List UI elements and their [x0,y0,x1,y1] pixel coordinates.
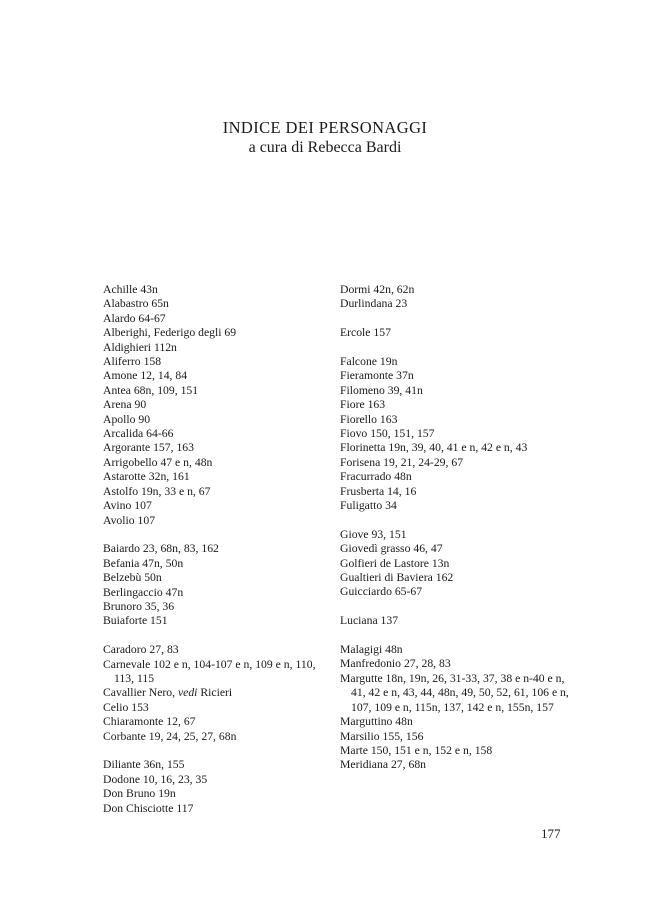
index-entry: Marguttino 48n [340,715,413,729]
index-title: INDICE DEI PERSONAGGI [222,118,428,137]
index-entry: Arcalida 64-66 [103,427,174,441]
entry-group-gap [340,600,580,614]
index-entry: Luciana 137 [340,614,399,628]
entry-group-gap [103,528,335,542]
index-entry: Fracurrado 48n [340,470,412,484]
index-entry: Fiore 163 [340,398,386,412]
entry-group-gap [103,744,335,758]
index-entry: Manfredonio 27, 28, 83 [340,657,451,671]
index-entry: Alabastro 65n [103,297,169,311]
index-entry: Forisena 19, 21, 24-29, 67 [340,455,464,469]
index-entry: Avolio 107 [103,513,156,527]
index-entry: Dormi 42n, 62n [340,283,415,296]
index-entry: Florinetta 19n, 39, 40, 41 e n, 42 e n, 43 [340,441,528,455]
index-entry: Astolfo 19n, 33 e n, 67 [103,484,211,498]
index-entry: Aliferro 158 [103,355,162,369]
index-entry: Dodone 10, 16, 23, 35 [103,772,208,786]
entry-group-gap [340,513,580,527]
page-number: 177 [541,826,561,841]
index-entry: Alberighi, Federigo degli 69 [103,326,237,340]
index-entry: Arena 90 [103,398,147,412]
index-entry: Marte 150, 151 e n, 152 e n, 158 [340,743,493,757]
index-entry: Fiorello 163 [340,412,398,426]
entry-group-gap [340,312,580,326]
index-entry: Margutte 18n, 19n, 26, 31-33, 37, 38 e n-40 e n, 41, 42 e n, 43, 44, 48n, 49, 50, 52, 61, 106 e n, 107, 109 e n, 115n, 137, 142 e n, 155n, 157 [340,671,569,714]
index-entry: Astarotte 32n, 161 [103,470,190,484]
index-entry: Diliante 36n, 155 [103,758,185,772]
index-entry: Antea 68n, 109, 151 [103,383,199,397]
index-entry: Meridiana 27, 68n [340,758,427,772]
index-column-left [103,283,335,816]
index-entry: Baiardo 23, 68n, 83, 162 [103,542,219,556]
index-entry: Malagigi 48n [340,643,403,657]
index-entry: Giove 93, 151 [340,527,407,541]
index-entry: Marsilio 155, 156 [340,729,424,743]
index-entry: Ercole 157 [340,326,391,340]
index-entry: Achille 43n [103,283,158,296]
index-entry: Chiaramonte 12, 67 [103,715,196,729]
index-entry: Aldighieri 112n [103,340,177,354]
index-entry: Gualtieri di Baviera 162 [340,571,454,585]
index-entry: Corbante 19, 24, 25, 27, 68n [103,729,237,743]
index-entry: Cavallier Nero, vedi Ricieri [103,686,233,700]
index-entry: Fieramonte 37n [340,369,414,383]
entry-group-gap [103,629,335,643]
entry-group-gap [340,629,580,643]
index-entry: Filomeno 39, 41n [340,383,423,397]
index-entry: Giovedì grasso 46, 47 [340,542,443,556]
index-entry: Berlingaccio 47n [103,585,184,599]
index-subtitle: a cura di Rebecca Bardi [248,139,402,156]
index-entry: Brunoro 35, 36 [103,599,175,613]
index-entry: Falcone 19n [340,355,398,368]
index-entry: Golfieri de Lastore 13n [340,556,450,570]
index-column-right [340,283,580,773]
index-entry: Buiaforte 151 [103,614,168,628]
entry-group-gap [340,341,580,355]
index-entry: Avino 107 [103,499,152,513]
index-entry: Alardo 64-67 [103,311,166,325]
index-entry: Frusberta 14, 16 [340,484,417,498]
index-entry: Don Chisciotte 117 [103,801,194,815]
index-entry: Argorante 157, 163 [103,441,194,455]
index-entry: Apollo 90 [103,412,151,426]
index-entry: Befania 47n, 50n [103,556,184,570]
index-entry: Durlindana 23 [340,297,408,311]
index-entry: Amone 12, 14, 84 [103,369,188,383]
index-entry: Carnevale 102 e n, 104-107 e n, 109 e n, 110, 113, 115 [103,657,316,685]
index-entry: Caradoro 27, 83 [103,643,179,657]
index-entry: Fuligatto 34 [340,499,397,513]
index-entry: Guicciardo 65-67 [340,585,423,599]
index-entry: Arrigobello 47 e n, 48n [103,455,213,469]
index-entry: Celio 153 [103,700,149,714]
index-entry: Don Bruno 19n [103,787,176,801]
index-entry: Belzebù 50n [103,571,162,585]
index-entry: Fiovo 150, 151, 157 [340,427,435,441]
